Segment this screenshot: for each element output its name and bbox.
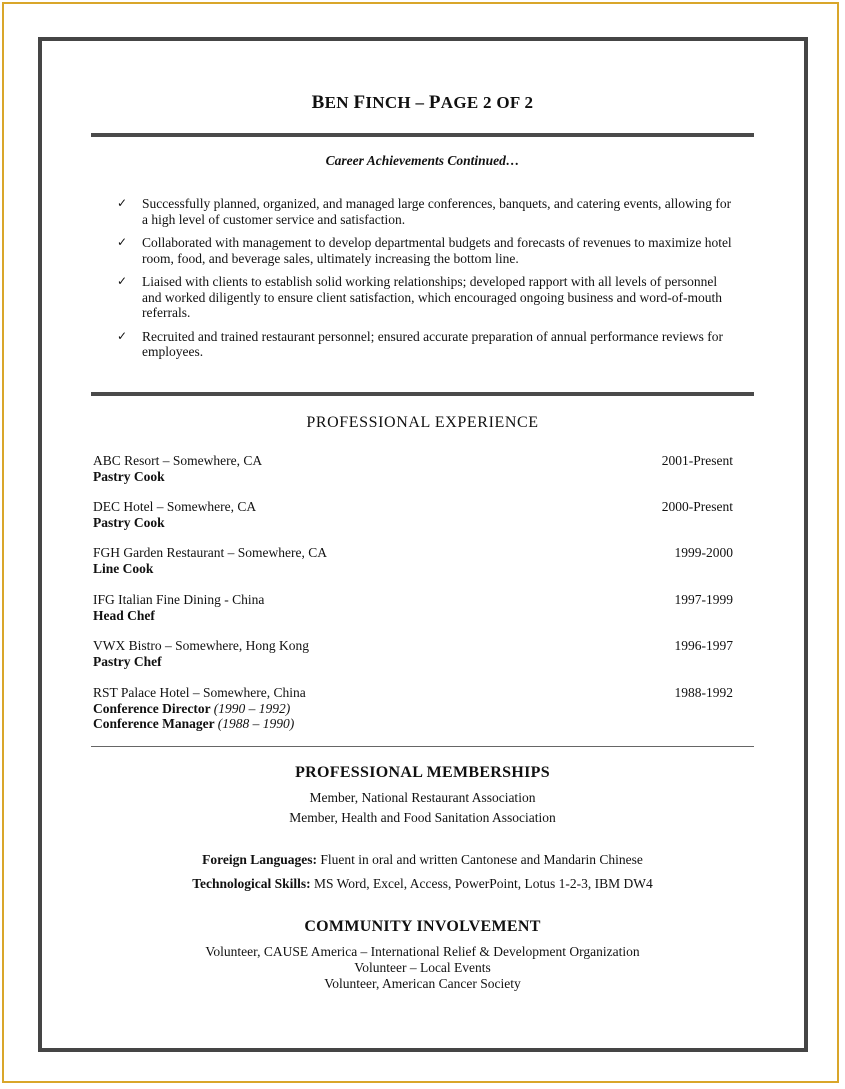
job-entry	[93, 592, 733, 623]
job-role-period: (1988 – 1990)	[217, 716, 295, 731]
community-item: Volunteer, American Cancer Society	[324, 976, 521, 991]
title-name-rest: EN	[324, 93, 354, 112]
experience-heading: PROFESSIONAL EXPERIENCE	[306, 414, 539, 431]
job-entry	[93, 453, 733, 484]
checkmark-icon: ✓	[117, 196, 128, 210]
title-surname-rest: INCH	[365, 93, 411, 112]
title-surname-initial: F	[353, 92, 366, 113]
languages-value: Fluent in oral and written Cantonese and Mandarin Chinese	[317, 852, 643, 867]
membership-item: Member, National Restaurant Association	[309, 790, 536, 805]
tech-skills-line	[0, 876, 845, 892]
job-employer: DEC Hotel – Somewhere, CA	[93, 499, 257, 514]
membership-item: Member, Health and Food Sanitation Association	[289, 810, 556, 825]
page-title	[0, 92, 845, 114]
job-employer: IFG Italian Fine Dining - China	[93, 592, 265, 607]
tech-skills-label: Technological Skills:	[192, 876, 311, 891]
job-employer: VWX Bistro – Somewhere, Hong Kong	[93, 638, 309, 653]
achievement-item	[117, 196, 737, 227]
job-dates: 2001-Present	[661, 453, 733, 468]
tech-skills-value: MS Word, Excel, Access, PowerPoint, Lotus 1-2-3, IBM DW4	[310, 876, 653, 891]
job-role: Pastry Chef	[93, 653, 162, 669]
languages-label: Foreign Languages:	[202, 852, 318, 867]
job-dates: 1997-1999	[674, 592, 733, 607]
job-employer: FGH Garden Restaurant – Somewhere, CA	[93, 545, 327, 560]
divider-experience	[91, 392, 754, 396]
title-dash: –	[410, 93, 429, 112]
job-role: Pastry Cook	[93, 468, 165, 484]
job-dates: 2000-Present	[661, 499, 733, 514]
job-employer: RST Palace Hotel – Somewhere, China	[93, 685, 306, 700]
achievement-text: Collaborated with management to develop departmental budgets and forecasts of revenues to maximize hotel room, food, and beverage sales, ultimately increasing the bottom line.	[142, 235, 732, 266]
achievement-text: Successfully planned, organized, and managed large conferences, banquets, and catering events, allowing for a high level of customer service and satisfaction.	[142, 196, 732, 227]
job-role	[93, 716, 733, 732]
job-dates: 1988-1992	[674, 685, 733, 700]
job-entry	[93, 685, 733, 732]
achievement-text: Liaised with clients to establish solid working relationships; developed rapport with all levels of personnel and worked diligently to ensure client satisfaction, which encouraged ongoing business and word-of-mouth referrals.	[142, 274, 722, 320]
job-entry	[93, 499, 733, 530]
checkmark-icon: ✓	[117, 328, 128, 343]
job-role: Line Cook	[93, 560, 154, 576]
job-role	[93, 701, 733, 717]
achievement-text: Recruited and trained restaurant personnel; ensured accurate preparation of annual performance reviews for employees.	[142, 328, 723, 359]
achievement-item	[117, 329, 737, 360]
job-role: Pastry Cook	[93, 514, 165, 530]
job-dates: 1999-2000	[674, 545, 733, 560]
achievements-list	[117, 196, 737, 368]
job-dates: 1996-1997	[674, 638, 733, 653]
title-page-initial: P	[428, 92, 441, 113]
achievement-item	[117, 274, 737, 321]
community-item: Volunteer, CAUSE America – International Relief & Development Organization	[205, 944, 640, 959]
divider-top	[91, 133, 754, 137]
divider-memberships	[91, 746, 754, 747]
job-entry	[93, 545, 733, 576]
job-role-period: (1990 – 1992)	[213, 700, 291, 716]
job-role-title: Conference Manager	[93, 716, 215, 731]
job-employer: ABC Resort – Somewhere, CA	[93, 453, 263, 468]
job-entry	[93, 638, 733, 669]
community-heading: COMMUNITY INVOLVEMENT	[304, 918, 541, 935]
job-role-title: Conference Director	[93, 700, 211, 716]
title-page-rest: AGE 2 OF 2	[440, 93, 534, 112]
languages-line	[0, 852, 845, 868]
achievement-item	[117, 235, 737, 266]
checkmark-icon: ✓	[117, 274, 128, 288]
job-role: Head Chef	[93, 607, 155, 623]
title-name-initial: B	[311, 92, 325, 113]
achievements-heading: Career Achievements Continued…	[325, 153, 520, 168]
memberships-heading: PROFESSIONAL MEMBERSHIPS	[295, 764, 550, 781]
community-item: Volunteer – Local Events	[354, 960, 491, 975]
checkmark-icon: ✓	[117, 235, 128, 249]
